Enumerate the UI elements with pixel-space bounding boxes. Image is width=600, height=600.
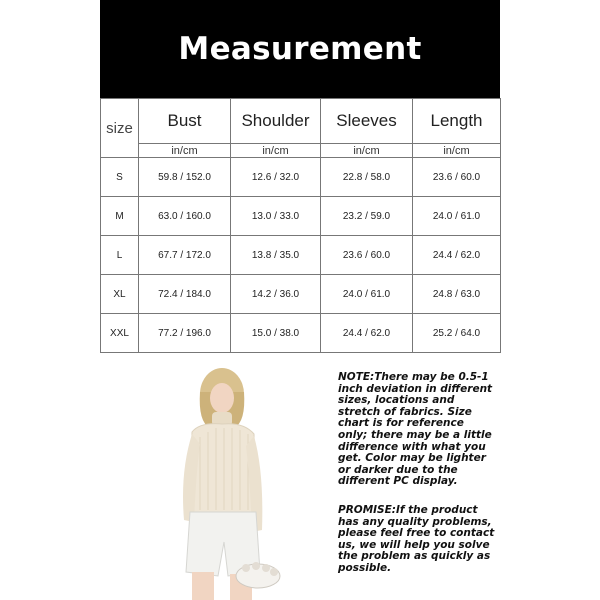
shoulder-value: 13.0 / 33.0: [231, 197, 321, 236]
size-label: L: [101, 236, 139, 275]
column-header-bust: Bust: [139, 99, 231, 144]
unit-label: in/cm: [413, 144, 501, 158]
size-column-header: size: [101, 99, 139, 158]
unit-row: [101, 144, 501, 158]
length-value: 23.6 / 60.0: [413, 158, 501, 197]
table-row: [101, 275, 501, 314]
bust-value: 63.0 / 160.0: [139, 197, 231, 236]
unit-label: in/cm: [231, 144, 321, 158]
column-header-sleeves: Sleeves: [321, 99, 413, 144]
page-title: Measurement: [178, 31, 422, 67]
bust-value: 77.2 / 196.0: [139, 314, 231, 353]
length-value: 24.4 / 62.0: [413, 236, 501, 275]
table-row: [101, 197, 501, 236]
size-table: [100, 98, 501, 353]
model-photo: [170, 362, 320, 600]
sleeves-value: 24.4 / 62.0: [321, 314, 413, 353]
sleeves-value: 22.8 / 58.0: [321, 158, 413, 197]
length-value: 24.8 / 63.0: [413, 275, 501, 314]
size-label: M: [101, 197, 139, 236]
unit-label: in/cm: [139, 144, 231, 158]
header-row: [101, 99, 501, 144]
shoulder-value: 12.6 / 32.0: [231, 158, 321, 197]
length-value: 25.2 / 64.0: [413, 314, 501, 353]
sleeves-value: 23.6 / 60.0: [321, 236, 413, 275]
sleeves-value: 23.2 / 59.0: [321, 197, 413, 236]
table-row: [101, 314, 501, 353]
table-row: [101, 158, 501, 197]
column-header-length: Length: [413, 99, 501, 144]
length-value: 24.0 / 61.0: [413, 197, 501, 236]
promise-text: PROMISE:If the product has any quality problems, please feel free to contact us, we will help you solve the problem as quickly as possible.: [338, 504, 495, 574]
note-text: NOTE:There may be 0.5-1 inch deviation in different sizes, locations and stretch of fabrics. Size chart is for reference only; there may be a little difference with what you get. Color may be lighter or darker due to the different PC display.: [338, 371, 493, 488]
sleeves-value: 24.0 / 61.0: [321, 275, 413, 314]
title-banner: [100, 0, 500, 98]
unit-label: in/cm: [321, 144, 413, 158]
shoulder-value: 14.2 / 36.0: [231, 275, 321, 314]
table-row: [101, 236, 501, 275]
size-label: XL: [101, 275, 139, 314]
bust-value: 67.7 / 172.0: [139, 236, 231, 275]
size-label: XXL: [101, 314, 139, 353]
shoulder-value: 15.0 / 38.0: [231, 314, 321, 353]
bust-value: 59.8 / 152.0: [139, 158, 231, 197]
size-label: S: [101, 158, 139, 197]
shoulder-value: 13.8 / 35.0: [231, 236, 321, 275]
bust-value: 72.4 / 184.0: [139, 275, 231, 314]
column-header-shoulder: Shoulder: [231, 99, 321, 144]
size-chart-page: [100, 0, 500, 600]
